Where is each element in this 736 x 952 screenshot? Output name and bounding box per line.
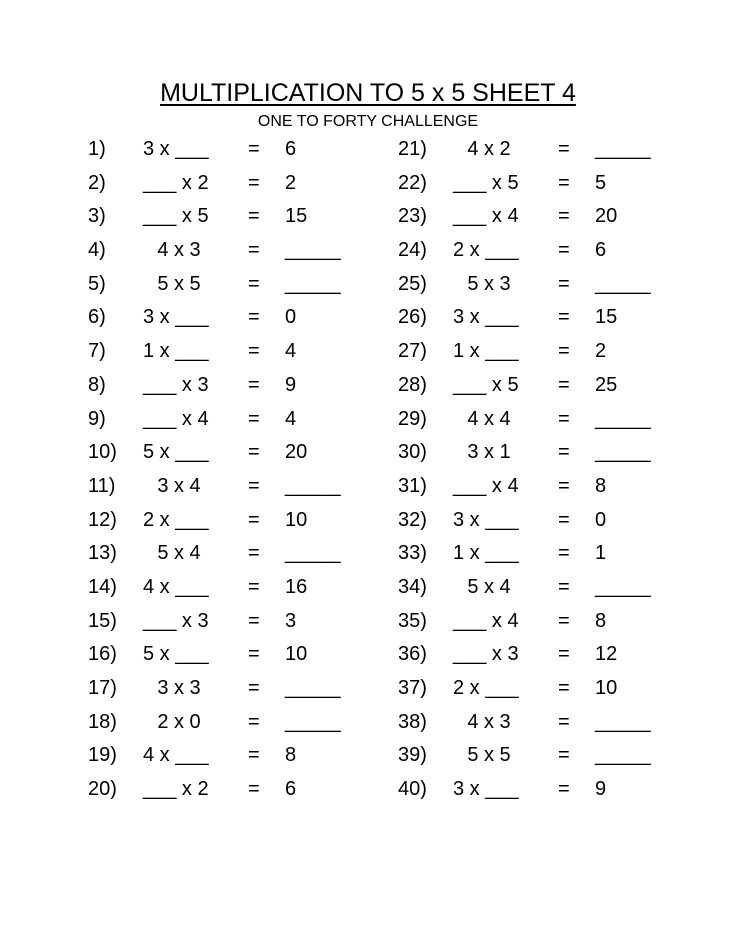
problem-expression: ___ x 4 — [143, 407, 209, 430]
problem-row — [88, 301, 358, 335]
problem-number: 2) — [88, 171, 106, 194]
problem-expression: 4 x ___ — [143, 575, 209, 598]
problem-answer: 25 — [595, 373, 618, 396]
problem-expression: 4 x ___ — [143, 744, 209, 767]
equals-sign: = — [558, 171, 570, 194]
problem-number: 22) — [398, 171, 427, 194]
problem-number: 3) — [88, 205, 106, 228]
problem-answer[interactable]: _____ — [595, 272, 651, 295]
problem-number: 21) — [398, 138, 427, 160]
problem-expression: 2 x ___ — [143, 508, 209, 531]
equals-sign: = — [248, 138, 260, 160]
problem-answer[interactable]: _____ — [595, 710, 651, 733]
problem-row — [398, 638, 668, 672]
problem-expression: 5 x 5 — [157, 272, 201, 295]
problem-row — [88, 638, 358, 672]
problem-expression: 5 x 4 — [467, 575, 511, 598]
problem-row — [398, 436, 668, 470]
problem-row — [88, 672, 358, 706]
problem-expression: ___ x 2 — [143, 171, 209, 194]
problem-number: 33) — [398, 542, 427, 565]
problem-row — [88, 268, 358, 302]
problem-number: 18) — [88, 710, 117, 733]
problem-expression: 1 x ___ — [453, 542, 519, 565]
problem-answer[interactable]: _____ — [595, 575, 651, 598]
problem-row — [398, 470, 668, 504]
problem-row — [398, 133, 668, 167]
equals-sign: = — [248, 542, 260, 565]
problem-expression: 1 x ___ — [453, 340, 519, 363]
problem-answer: 3 — [285, 609, 297, 632]
problem-answer: 15 — [285, 205, 308, 228]
equals-sign: = — [248, 205, 260, 228]
problem-number: 26) — [398, 306, 427, 329]
equals-sign: = — [558, 407, 570, 430]
problem-number: 29) — [398, 407, 427, 430]
problem-answer[interactable]: _____ — [285, 239, 341, 262]
equals-sign: = — [558, 508, 570, 531]
problem-expression: 3 x ___ — [143, 138, 209, 160]
equals-sign: = — [558, 340, 570, 363]
problem-number: 27) — [398, 340, 427, 363]
equals-sign: = — [558, 306, 570, 329]
problem-answer: 8 — [595, 609, 607, 632]
problem-row — [88, 773, 358, 807]
problem-row — [398, 537, 668, 571]
page-title-text: MULTIPLICATION TO 5 x 5 SHEET 4 — [160, 79, 576, 107]
problem-answer[interactable]: _____ — [595, 744, 651, 767]
problem-answer: 15 — [595, 306, 618, 329]
problem-number: 36) — [398, 643, 427, 666]
equals-sign: = — [248, 643, 260, 666]
problem-expression: ___ x 5 — [143, 205, 209, 228]
equals-sign: = — [248, 575, 260, 598]
problem-row — [398, 504, 668, 538]
problem-answer[interactable]: _____ — [285, 710, 341, 733]
problem-expression: 3 x 4 — [157, 474, 201, 497]
equals-sign: = — [558, 710, 570, 733]
problem-row — [88, 335, 358, 369]
equals-sign: = — [248, 407, 260, 430]
problem-answer[interactable]: _____ — [595, 407, 651, 430]
equals-sign: = — [248, 677, 260, 699]
problem-expression: ___ x 3 — [143, 373, 209, 396]
problem-expression: 5 x ___ — [143, 643, 209, 666]
problem-number: 13) — [88, 542, 117, 565]
problem-expression: 2 x ___ — [453, 677, 519, 699]
problem-number: 23) — [398, 205, 427, 228]
problem-number: 5) — [88, 272, 106, 295]
problem-row — [88, 739, 358, 773]
problem-answer: 8 — [595, 474, 607, 497]
problem-row — [88, 200, 358, 234]
problem-answer: 20 — [285, 441, 308, 464]
problem-number: 12) — [88, 508, 117, 531]
problem-answer: 1 — [595, 542, 607, 565]
equals-sign: = — [248, 710, 260, 733]
problem-row — [398, 403, 668, 437]
page-subtitle: ONE TO FORTY CHALLENGE — [257, 113, 479, 130]
problem-row — [398, 268, 668, 302]
problem-number: 9) — [88, 407, 106, 430]
equals-sign: = — [558, 677, 570, 699]
problem-expression: 4 x 3 — [467, 710, 511, 733]
problem-number: 11) — [88, 474, 116, 497]
problem-row — [88, 571, 358, 605]
equals-sign: = — [248, 508, 260, 531]
problem-expression: ___ x 4 — [453, 474, 519, 497]
problem-row — [88, 504, 358, 538]
problem-expression: 2 x 0 — [157, 710, 201, 733]
problem-number: 28) — [398, 373, 427, 396]
problem-number: 31) — [398, 474, 427, 497]
problem-expression: 3 x 3 — [157, 677, 201, 699]
equals-sign: = — [248, 239, 260, 262]
problem-expression: ___ x 5 — [453, 171, 519, 194]
problem-answer[interactable]: _____ — [285, 272, 341, 295]
problem-number: 39) — [398, 744, 427, 767]
problem-answer: 5 — [595, 171, 607, 194]
problem-expression: 5 x ___ — [143, 441, 209, 464]
problem-number: 20) — [88, 778, 117, 801]
problem-row — [88, 605, 358, 639]
problem-expression: ___ x 4 — [453, 609, 519, 632]
equals-sign: = — [248, 272, 260, 295]
problem-answer: 10 — [285, 643, 308, 666]
problem-row — [88, 133, 358, 167]
problem-answer: 2 — [595, 340, 607, 363]
equals-sign: = — [558, 575, 570, 598]
problem-number: 30) — [398, 441, 427, 464]
equals-sign: = — [558, 744, 570, 767]
equals-sign: = — [248, 373, 260, 396]
problem-answer: 0 — [595, 508, 607, 531]
problem-expression: 4 x 2 — [467, 138, 511, 160]
equals-sign: = — [558, 272, 570, 295]
problem-answer: 8 — [285, 744, 297, 767]
problem-expression: 3 x ___ — [143, 306, 209, 329]
problem-answer: 6 — [285, 138, 297, 160]
problem-row — [398, 605, 668, 639]
problem-expression: 5 x 5 — [467, 744, 511, 767]
problem-answer: 10 — [285, 508, 308, 531]
problem-answer[interactable]: _____ — [595, 441, 651, 464]
problem-answer: 16 — [285, 575, 308, 598]
problem-row — [398, 234, 668, 268]
problem-row — [398, 672, 668, 706]
problem-row — [88, 706, 358, 740]
problem-expression: ___ x 2 — [143, 778, 209, 801]
problem-answer: 6 — [285, 778, 297, 801]
problem-row — [88, 537, 358, 571]
problem-expression: 1 x ___ — [143, 340, 209, 363]
problem-number: 32) — [398, 508, 427, 531]
equals-sign: = — [558, 609, 570, 632]
problem-number: 17) — [88, 677, 117, 699]
problem-expression: 3 x 1 — [467, 441, 511, 464]
equals-sign: = — [248, 474, 260, 497]
problem-row — [88, 234, 358, 268]
problem-row — [88, 369, 358, 403]
problem-row — [398, 571, 668, 605]
problem-number: 38) — [398, 710, 427, 733]
equals-sign: = — [248, 778, 260, 801]
problem-number: 34) — [398, 575, 427, 598]
equals-sign: = — [558, 474, 570, 497]
problem-answer[interactable]: _____ — [285, 542, 341, 565]
problem-answer: 20 — [595, 205, 618, 228]
problem-expression: 4 x 3 — [157, 239, 201, 262]
equals-sign: = — [558, 778, 570, 801]
problem-number: 7) — [88, 340, 106, 363]
problem-number: 1) — [88, 138, 106, 160]
problem-number: 6) — [88, 306, 106, 329]
equals-sign: = — [558, 205, 570, 228]
problem-expression: 2 x ___ — [453, 239, 519, 262]
problem-number: 25) — [398, 272, 427, 295]
problem-answer: 4 — [285, 407, 297, 430]
problem-expression: 3 x ___ — [453, 778, 519, 801]
problem-row — [398, 301, 668, 335]
problem-row — [398, 200, 668, 234]
problem-number: 40) — [398, 778, 427, 801]
problem-row — [88, 167, 358, 201]
problem-number: 37) — [398, 677, 427, 699]
problem-row — [398, 369, 668, 403]
problem-row — [398, 167, 668, 201]
problem-number: 35) — [398, 609, 427, 632]
equals-sign: = — [248, 609, 260, 632]
problem-number: 10) — [88, 441, 117, 464]
problem-expression: 4 x 4 — [467, 407, 511, 430]
problem-row — [398, 773, 668, 807]
problem-answer: 12 — [595, 643, 618, 666]
equals-sign: = — [248, 340, 260, 363]
equals-sign: = — [558, 138, 570, 160]
equals-sign: = — [248, 441, 260, 464]
problem-row — [88, 436, 358, 470]
equals-sign: = — [248, 306, 260, 329]
page-title — [0, 76, 736, 110]
equals-sign: = — [558, 542, 570, 565]
problem-row — [398, 739, 668, 773]
problem-answer: 9 — [285, 373, 297, 396]
problem-answer: 9 — [595, 778, 607, 801]
problem-answer[interactable]: _____ — [285, 677, 341, 699]
equals-sign: = — [558, 441, 570, 464]
equals-sign: = — [248, 171, 260, 194]
equals-sign: = — [558, 373, 570, 396]
problem-row — [88, 403, 358, 437]
problem-expression: ___ x 4 — [453, 205, 519, 228]
problem-number: 16) — [88, 643, 117, 666]
problem-expression: ___ x 5 — [453, 373, 519, 396]
problem-answer[interactable]: _____ — [595, 138, 651, 160]
equals-sign: = — [248, 744, 260, 767]
problem-answer: 4 — [285, 340, 297, 363]
problem-row — [398, 335, 668, 369]
problem-answer: 0 — [285, 306, 297, 329]
equals-sign: = — [558, 239, 570, 262]
problem-column-left — [88, 133, 358, 807]
problem-row — [398, 706, 668, 740]
problem-column-right — [398, 133, 668, 807]
equals-sign: = — [558, 643, 570, 666]
problem-number: 15) — [88, 609, 117, 632]
problem-answer[interactable]: _____ — [285, 474, 341, 497]
problem-number: 8) — [88, 373, 106, 396]
problem-answer: 6 — [595, 239, 607, 262]
problem-number: 24) — [398, 239, 427, 262]
problem-expression: 3 x ___ — [453, 508, 519, 531]
problem-expression: ___ x 3 — [143, 609, 209, 632]
problem-number: 14) — [88, 575, 117, 598]
problem-expression: 3 x ___ — [453, 306, 519, 329]
problem-expression: ___ x 3 — [453, 643, 519, 666]
problem-row — [88, 470, 358, 504]
problem-answer: 10 — [595, 677, 618, 699]
problem-expression: 5 x 4 — [157, 542, 201, 565]
problem-answer: 2 — [285, 171, 297, 194]
problem-number: 19) — [88, 744, 117, 767]
problem-expression: 5 x 3 — [467, 272, 511, 295]
problem-number: 4) — [88, 239, 106, 262]
